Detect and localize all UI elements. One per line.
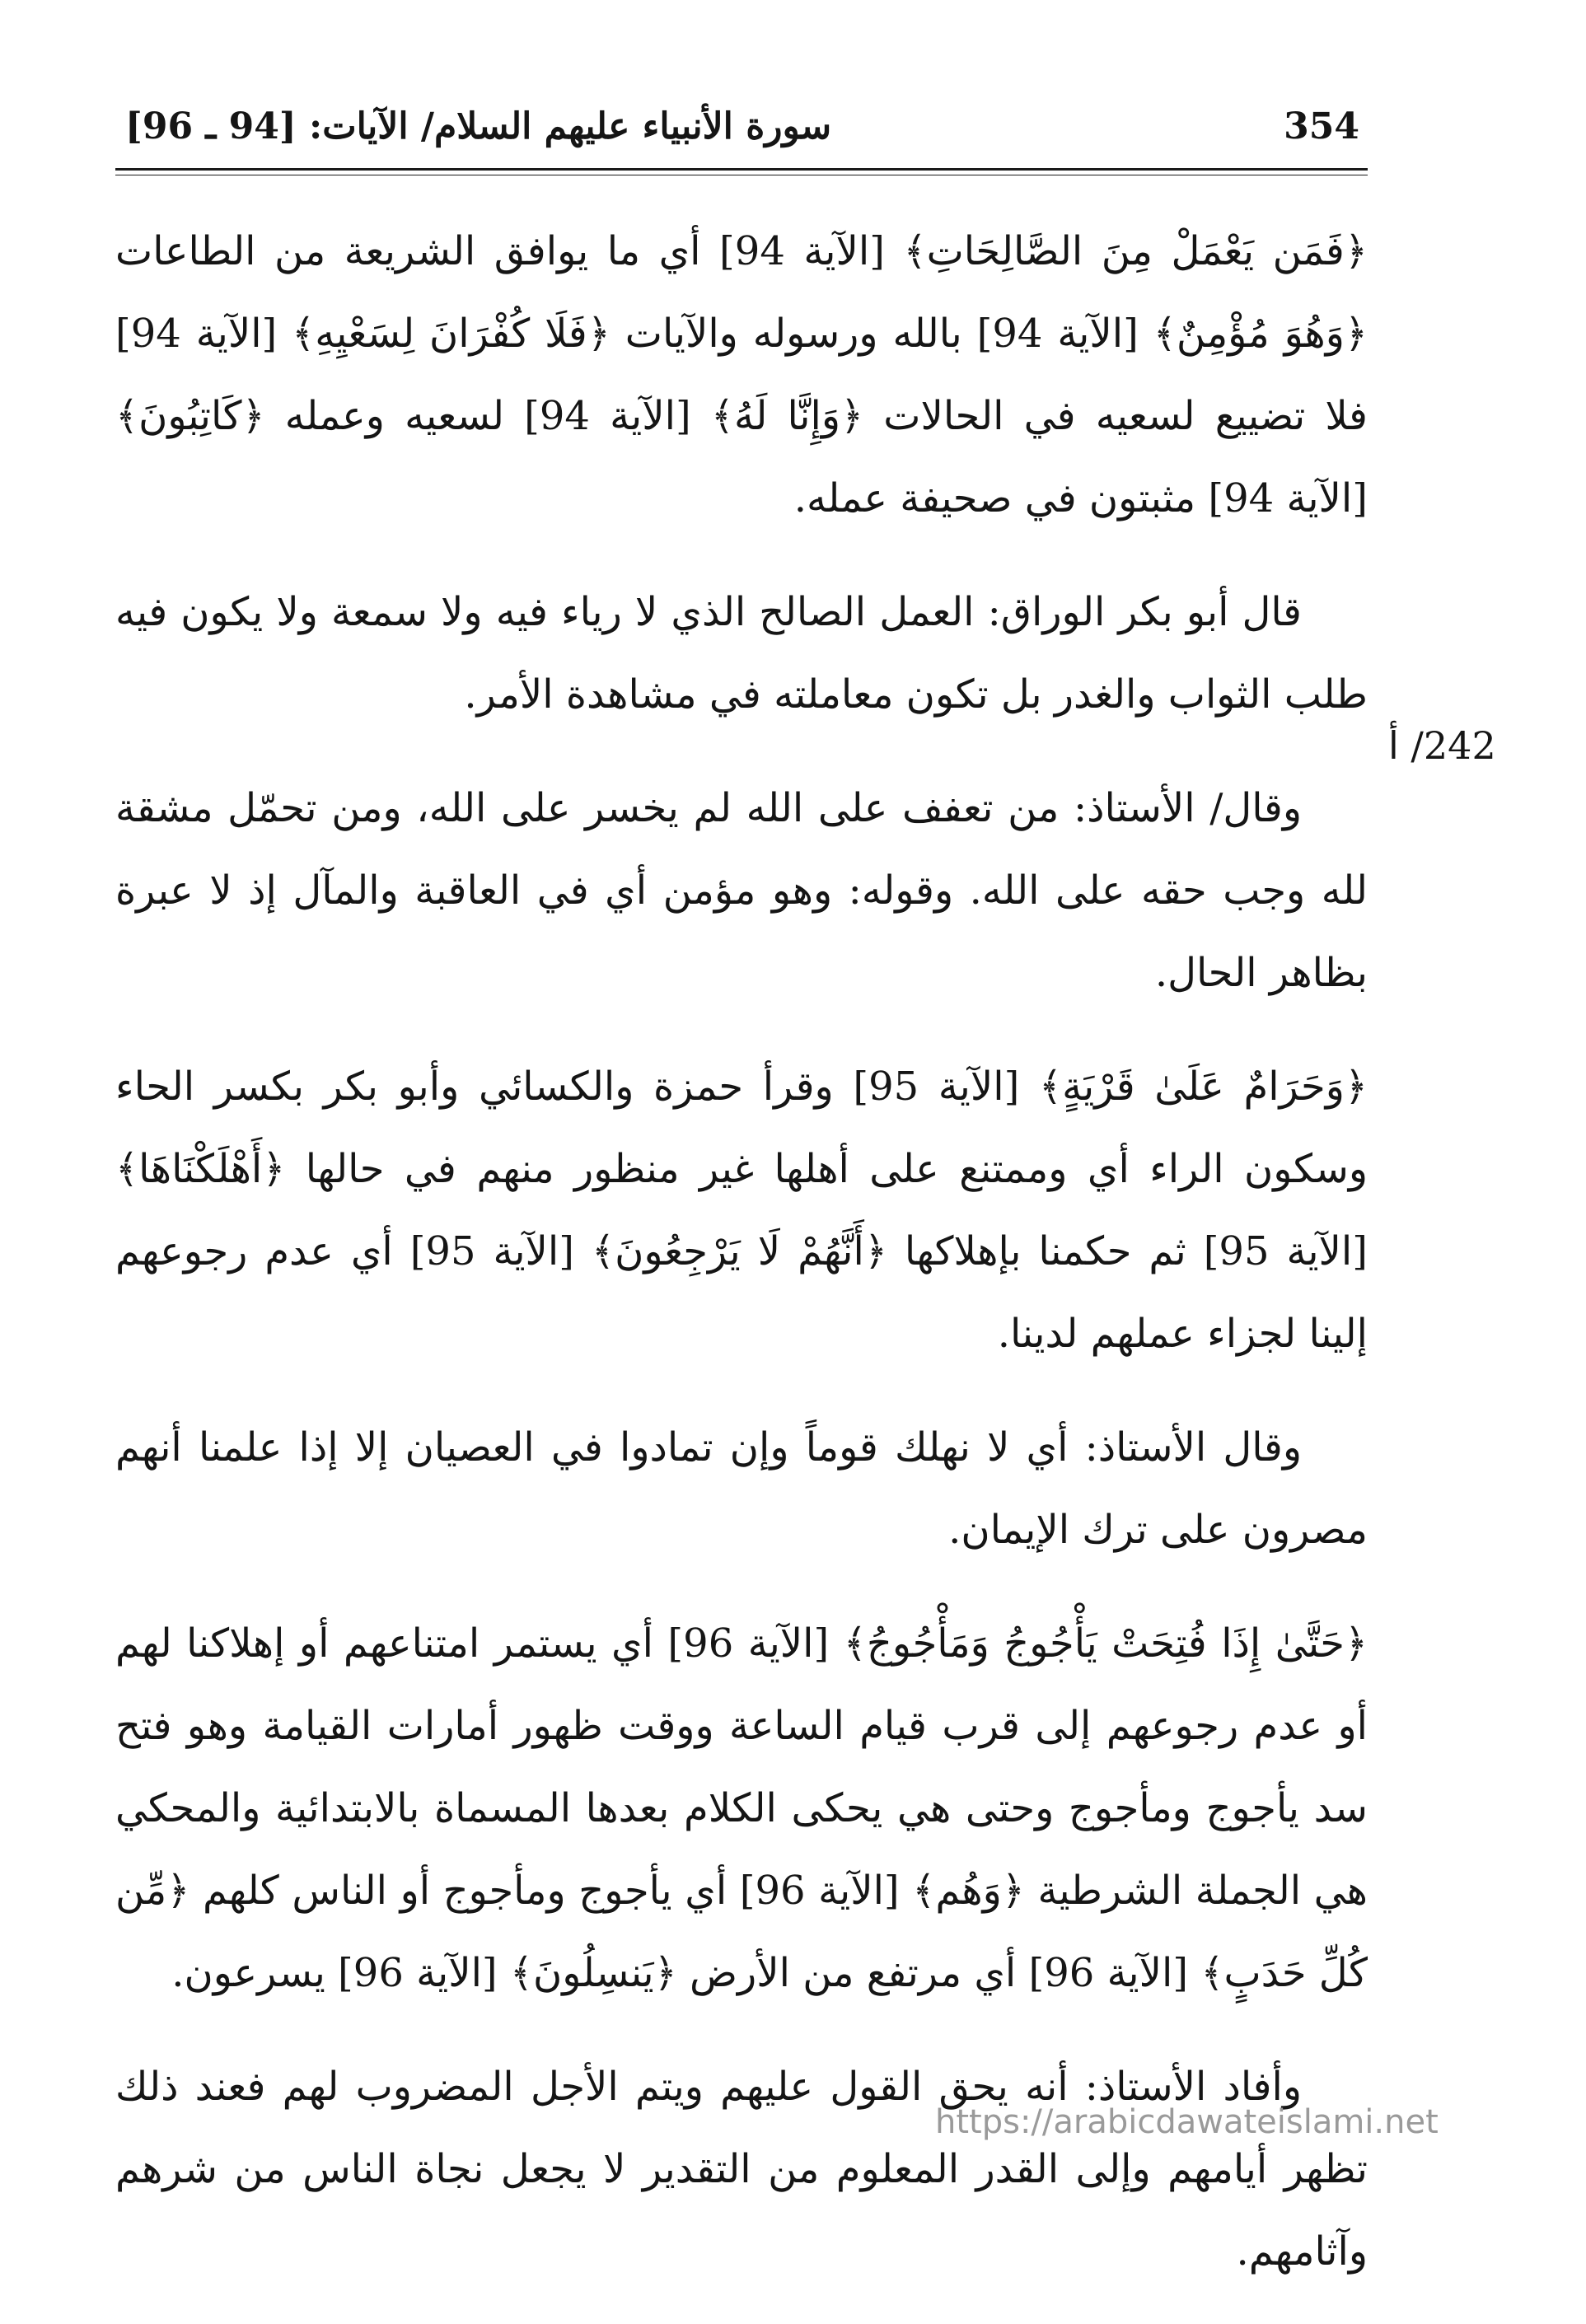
page-body (115, 210, 1368, 2324)
running-title: سورة الأنبياء عليهم السلام/ الآيات: [94 ـ 96] (125, 105, 832, 147)
paragraph-ustadh-1: وقال/ الأستاذ: من تعفف على الله لم يخسر على الله، ومن تحمّل مشقة لله وجب حقه على الله. وقوله: وهو مؤمن أي في العاقبة والمآل إذ لا عبرة بظاهر الحال. (115, 785, 1368, 996)
watermark-url: https://arabicdawateislami.net (935, 2103, 1439, 2141)
paragraph-ustadh-2: وقال الأستاذ: أي لا نهلك قوماً وإن تمادوا في العصيان إلا إذا علمنا أنهم مصرون على ترك الإيمان. (115, 1424, 1368, 1553)
paragraph-verse-95: ﴿وَحَرَامٌ عَلَىٰ قَرْيَةٍ﴾ [الآية 95] وقرأ حمزة والكسائي وأبو بكر بكسر الحاء وسكون الراء أي وممتنع على أهلها غير منظور منهم في حالها ﴿أَهْلَكْنَاهَا﴾ [الآية 95] ثم حكمنا بإهلاكها ﴿أَنَّهُمْ لَا يَرْجِعُونَ﴾ [الآية 95] أي عدم رجوعهم إلينا لجزاء عملهم لدينا. (115, 1064, 1368, 1357)
paragraph-ustadh-3: وأفاد الأستاذ: أنه يحق القول عليهم ويتم الأجل المضروب لهم فعند ذلك تظهر أيامهم وإلى القدر المعلوم من التقدير لا يجعل نجاة الناس من شرهم وآثامهم. (115, 2064, 1368, 2275)
manuscript-folio-note: 242/ أ (1388, 723, 1496, 768)
page-header (115, 105, 1368, 163)
header-rule (115, 168, 1368, 171)
page-number: 354 (1284, 105, 1359, 147)
paragraph-abu-bakr-warraq: قال أبو بكر الوراق: العمل الصالح الذي لا رياء فيه ولا سمعة ولا يكون فيه طلب الثواب والغدر بل تكون معاملته في مشاهدة الأمر. (115, 589, 1368, 718)
paragraph-verse-96: ﴿حَتَّىٰ إِذَا فُتِحَتْ يَأْجُوجُ وَمَأْجُوجُ﴾ [الآية 96] أي يستمر امتناعهم أو إهلاكنا لهم أو عدم رجوعهم إلى قرب قيام الساعة ووقت ظهور أمارات القيامة وهو فتح سد يأجوج ومأجوج وحتى هي يحكى الكلام بعدها المسماة بالابتدائية والمحكي هي الجملة الشرطية ﴿وَهُم﴾ [الآية 96] أي يأجوج ومأجوج أو الناس كلهم ﴿مِّن كُلِّ حَدَبٍ﴾ [الآية 96] أي مرتفع من الأرض ﴿يَنسِلُونَ﴾ [الآية 96] يسرعون. (115, 1620, 1368, 1996)
paragraph-verse-94: ﴿فَمَن يَعْمَلْ مِنَ الصَّالِحَاتِ﴾ [الآية 94] أي ما يوافق الشريعة من الطاعات ﴿وَهُوَ مُؤْمِنٌ﴾ [الآية 94] بالله ورسوله والآيات ﴿فَلَا كُفْرَانَ لِسَعْيِهِ﴾ [الآية 94] فلا تضييع لسعيه في الحالات ﴿وَإِنَّا لَهُ﴾ [الآية 94] لسعيه وعمله ﴿كَاتِبُونَ﴾ [الآية 94] مثبتون في صحيفة عمله. (115, 228, 1368, 521)
